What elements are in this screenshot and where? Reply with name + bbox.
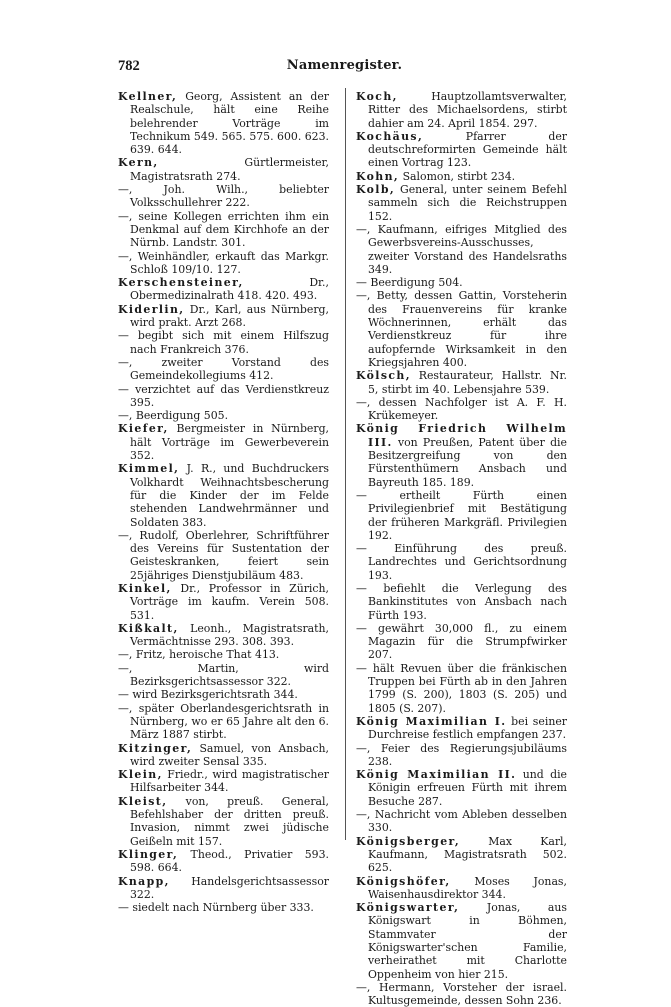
- index-entry: [118, 329, 329, 356]
- index-entry: [356, 489, 567, 542]
- index-entry-headword: Königsberger,: [356, 834, 461, 848]
- index-entry-text: —, Rudolf, Oberlehrer, Schriftführer des Vereins für Sustentation der Geisteskranken, feiert sein 25jähriges Dienstjubiläum 483.: [118, 528, 329, 582]
- index-entry: [118, 875, 329, 902]
- index-entry: [356, 981, 567, 1007]
- index-entry: [356, 183, 567, 223]
- index-entry-headword: Kellner,: [118, 90, 178, 103]
- index-entry-text: —, Joh. Wilh., beliebter Volksschullehrer 222.: [118, 183, 329, 210]
- index-entry: [356, 542, 567, 582]
- index-entry-text: — siedelt nach Nürnberg über 333.: [118, 901, 314, 915]
- index-entry: [356, 396, 567, 423]
- index-entry-text: — Einführung des preuß. Landrechtes und Gerichtsordnung 193.: [356, 542, 567, 582]
- index-entry-text: Bergmeister in Nürnberg, hält Vorträge im Gewerbeverein 352.: [130, 422, 329, 463]
- index-entry-headword: Kleist,: [118, 794, 168, 808]
- page-number: 782: [118, 58, 140, 74]
- index-entry: [118, 409, 329, 422]
- index-entry: [118, 742, 329, 769]
- index-entry-text: von, preuß. General, Befehlshaber der dritten preuß. Invasion, nimmt zwei jüdische Geißeln mit 157.: [130, 794, 329, 848]
- index-entry-text: und die Königin erfreuen Fürth mit ihrem Besuche 287.: [368, 768, 568, 808]
- index-entry-headword: Klein,: [118, 768, 163, 782]
- index-entry-text: — Beerdigung 504.: [356, 276, 463, 290]
- index-entry-headword: Kißkalt,: [118, 621, 179, 635]
- index-entry: [118, 622, 329, 649]
- index-entry-text: bei seiner Durchreise festlich empfangen 237.: [368, 714, 567, 742]
- index-entry-text: von Preußen, Patent über die Besitzergreifung von den Fürstenthümern Ansbach und Bayreuth 185. 189.: [368, 435, 567, 489]
- index-entry: [356, 289, 567, 369]
- index-entry-text: — wird Bezirksgerichtsrath 344.: [118, 688, 298, 702]
- index-entry-text: Dr., Professor in Zürich, Vorträge im kaufm. Verein 508. 531.: [130, 581, 329, 622]
- index-entry-text: Theod., Privatier 593. 598. 664.: [130, 847, 329, 875]
- index-entry-text: —, Beerdigung 505.: [118, 409, 229, 423]
- index-entry: [118, 582, 329, 622]
- index-entry-text: Restaurateur, Hallstr. Nr. 5, stirbt im 40. Lebensjahre 539.: [368, 369, 567, 396]
- index-entry-text: Jonas, aus Königswart in Böhmen, Stammvater der Königswarter'schen Familie, verheirathet mit Charlotte Oppenheim von hier 215.: [368, 901, 567, 981]
- index-entry-text: Hauptzollamtsverwalter, Ritter des Michaelsordens, stirbt dahier am 24. April 1854. 297.: [368, 90, 567, 130]
- index-entry: [356, 715, 567, 742]
- index-entry: [356, 130, 567, 170]
- index-entry-text: Leonh., Magistratsrath, Vermächtnisse 293. 308. 393.: [130, 621, 329, 649]
- index-column-left: [118, 90, 329, 914]
- running-title: Namenregister.: [286, 58, 403, 73]
- index-entry: [118, 768, 329, 795]
- index-entry-headword: Klinger,: [118, 847, 179, 861]
- index-entry-headword: Knapp,: [118, 874, 170, 888]
- index-entry: [356, 742, 567, 769]
- index-entry-text: Dr., Obermedizinalrath 418. 420. 493.: [130, 276, 329, 303]
- index-entry: [356, 875, 567, 902]
- index-entry-headword: Kiderlin,: [118, 302, 185, 316]
- index-entry: [118, 156, 329, 183]
- index-entry-headword: König Maximilian II.: [356, 768, 517, 782]
- index-entry-text: Gürtlermeister, Magistratsrath 274.: [130, 156, 329, 183]
- index-entry-headword: Kolb,: [356, 183, 396, 197]
- page-header: [118, 58, 571, 74]
- index-entry-text: Dr., Karl, aus Nürnberg, wird prakt. Arzt 268.: [130, 302, 329, 330]
- index-entry-text: — ertheilt Fürth einen Privilegienbrief mit Bestätigung der früheren Markgräfl. Privilegien 192.: [356, 488, 567, 542]
- index-entry-text: —, Betty, dessen Gattin, Vorsteherin des Frauenvereins für kranke Wöchnerinnen, erhält das Verdienstkreuz für ihre aufopfernde Wirksamkeit in den Kriegsjahren 400.: [356, 289, 567, 369]
- index-entry: [118, 356, 329, 383]
- index-entry-text: —, zweiter Vorstand des Gemeindekollegiums 412.: [118, 355, 329, 383]
- index-entry-headword: Kerschensteiner,: [118, 276, 244, 290]
- index-entry: [118, 250, 329, 277]
- index-entry-text: Pfarrer der deutschreformirten Gemeinde hält einen Vortrag 123.: [368, 129, 567, 170]
- index-entry-headword: König Friedrich Wilhelm III.: [356, 422, 567, 449]
- index-entry-text: — begibt sich mit einem Hilfszug nach Frankreich 376.: [118, 329, 329, 356]
- index-entry: [118, 303, 329, 330]
- index-entry: [356, 835, 567, 875]
- index-entry-text: — hält Revuen über die fränkischen Truppen bei Fürth ab in den Jahren 1799 (S. 200), 1803 (S. 205) und 1805 (S. 207).: [356, 661, 567, 715]
- index-entry: [356, 768, 567, 808]
- index-entry: [118, 422, 329, 462]
- index-entry: [118, 662, 329, 689]
- index-entry-text: —, Feier des Regierungsjubiläums 238.: [356, 741, 567, 768]
- index-entry-text: Handelsgerichtsassessor 322.: [130, 874, 329, 901]
- index-entry: [356, 622, 567, 662]
- index-entry: [118, 702, 329, 742]
- index-entry-text: —, Kaufmann, eifriges Mitglied des Gewerbsvereins-Ausschusses, zweiter Vorstand des Handelsraths 349.: [356, 222, 567, 276]
- index-entry-text: Moses Jonas, Waisenhausdirektor 344.: [368, 874, 567, 901]
- index-entry: [356, 223, 567, 276]
- index-entry-headword: Kimmel,: [118, 462, 180, 476]
- index-entry-text: — befiehlt die Verlegung des Bankinstitutes von Ansbach nach Fürth 193.: [356, 581, 567, 622]
- index-entry-headword: Kern,: [118, 156, 159, 170]
- index-entry-text: —, später Oberlandesgerichtsrath in Nürnberg, wo er 65 Jahre alt den 6. März 1887 stirbt.: [118, 701, 329, 742]
- index-entry: [118, 688, 329, 701]
- index-column-right: [356, 90, 567, 1007]
- index-entry: [118, 529, 329, 582]
- index-entry-text: Salomon, stirbt 234.: [399, 169, 516, 183]
- index-entry-text: J. R., und Buchdruckers Volkhardt Weihnachtsbescherung für die Kinder der im Felde stehenden Landwehrmänner und Soldaten 383.: [130, 462, 329, 529]
- index-entry-headword: Kiefer,: [118, 422, 169, 436]
- index-entry-text: —, Weinhändler, erkauft das Markgr. Schloß 109/10. 127.: [118, 249, 329, 276]
- index-entry: [356, 369, 567, 396]
- index-entry-headword: Koch,: [356, 90, 398, 103]
- index-entry-text: — gewährt 30,000 fl., zu einem Magazin für die Strumpfwirker 207.: [356, 621, 567, 662]
- column-divider: [345, 88, 346, 840]
- index-entry-headword: Königswarter,: [356, 901, 460, 915]
- index-entry: [118, 276, 329, 303]
- index-entry: [118, 848, 329, 875]
- index-entry-headword: Königshöfer,: [356, 874, 451, 888]
- index-entry: [356, 662, 567, 715]
- index-entry: [356, 422, 567, 488]
- index-entry: [356, 901, 567, 981]
- index-entry: [118, 795, 329, 848]
- index-entry-text: Friedr., wird magistratischer Hilfsarbeiter 344.: [130, 768, 329, 795]
- index-entry: [118, 648, 329, 661]
- index-entry-headword: Kitzinger,: [118, 741, 193, 755]
- index-entry: [356, 582, 567, 622]
- index-entry-text: General, unter seinem Befehl sammeln sich die Reichstruppen 152.: [368, 183, 567, 223]
- index-entry-headword: Kochäus,: [356, 129, 424, 143]
- index-entry: [356, 170, 567, 183]
- index-entry-text: —, Hermann, Vorsteher der israel. Kultusgemeinde, dessen Sohn 236.: [356, 980, 567, 1007]
- index-entry-headword: König Maximilian I.: [356, 714, 507, 728]
- index-entry: [118, 901, 329, 914]
- index-entry: [118, 210, 329, 250]
- index-entry-headword: Kinkel,: [118, 581, 172, 595]
- index-entry: [118, 183, 329, 210]
- index-entry: [356, 808, 567, 835]
- index-entry: [356, 90, 567, 130]
- index-entry-text: — verzichtet auf das Verdienstkreuz 395.: [118, 382, 329, 409]
- index-entry-text: —, dessen Nachfolger ist A. F. H. Krükemeyer.: [356, 395, 567, 423]
- index-entry-text: —, seine Kollegen errichten ihm ein Denkmal auf dem Kirchhofe an der Nürnb. Landstr. 301.: [118, 209, 329, 250]
- index-entry-headword: Kohn,: [356, 169, 400, 183]
- index-entry-text: Georg, Assistent an der Realschule, hält eine Reihe belehrender Vorträge im Technikum 549. 565. 575. 600. 623. 639. 644.: [130, 90, 329, 157]
- index-entry: [118, 90, 329, 156]
- index-entry-text: —, Martin, wird Bezirksgerichtsassessor 322.: [118, 661, 329, 689]
- index-entry: [356, 276, 567, 289]
- index-entry-text: —, Nachricht vom Ableben desselben 330.: [356, 808, 567, 835]
- index-entry: [118, 462, 329, 528]
- index-entry-text: Samuel, von Ansbach, wird zweiter Sensal 335.: [130, 741, 329, 768]
- index-entry-headword: Kölsch,: [356, 369, 411, 383]
- index-entry: [118, 383, 329, 410]
- index-entry-text: Max Karl, Kaufmann, Magistratsrath 502. 625.: [368, 834, 567, 875]
- index-entry-text: —, Fritz, heroische That 413.: [118, 648, 280, 662]
